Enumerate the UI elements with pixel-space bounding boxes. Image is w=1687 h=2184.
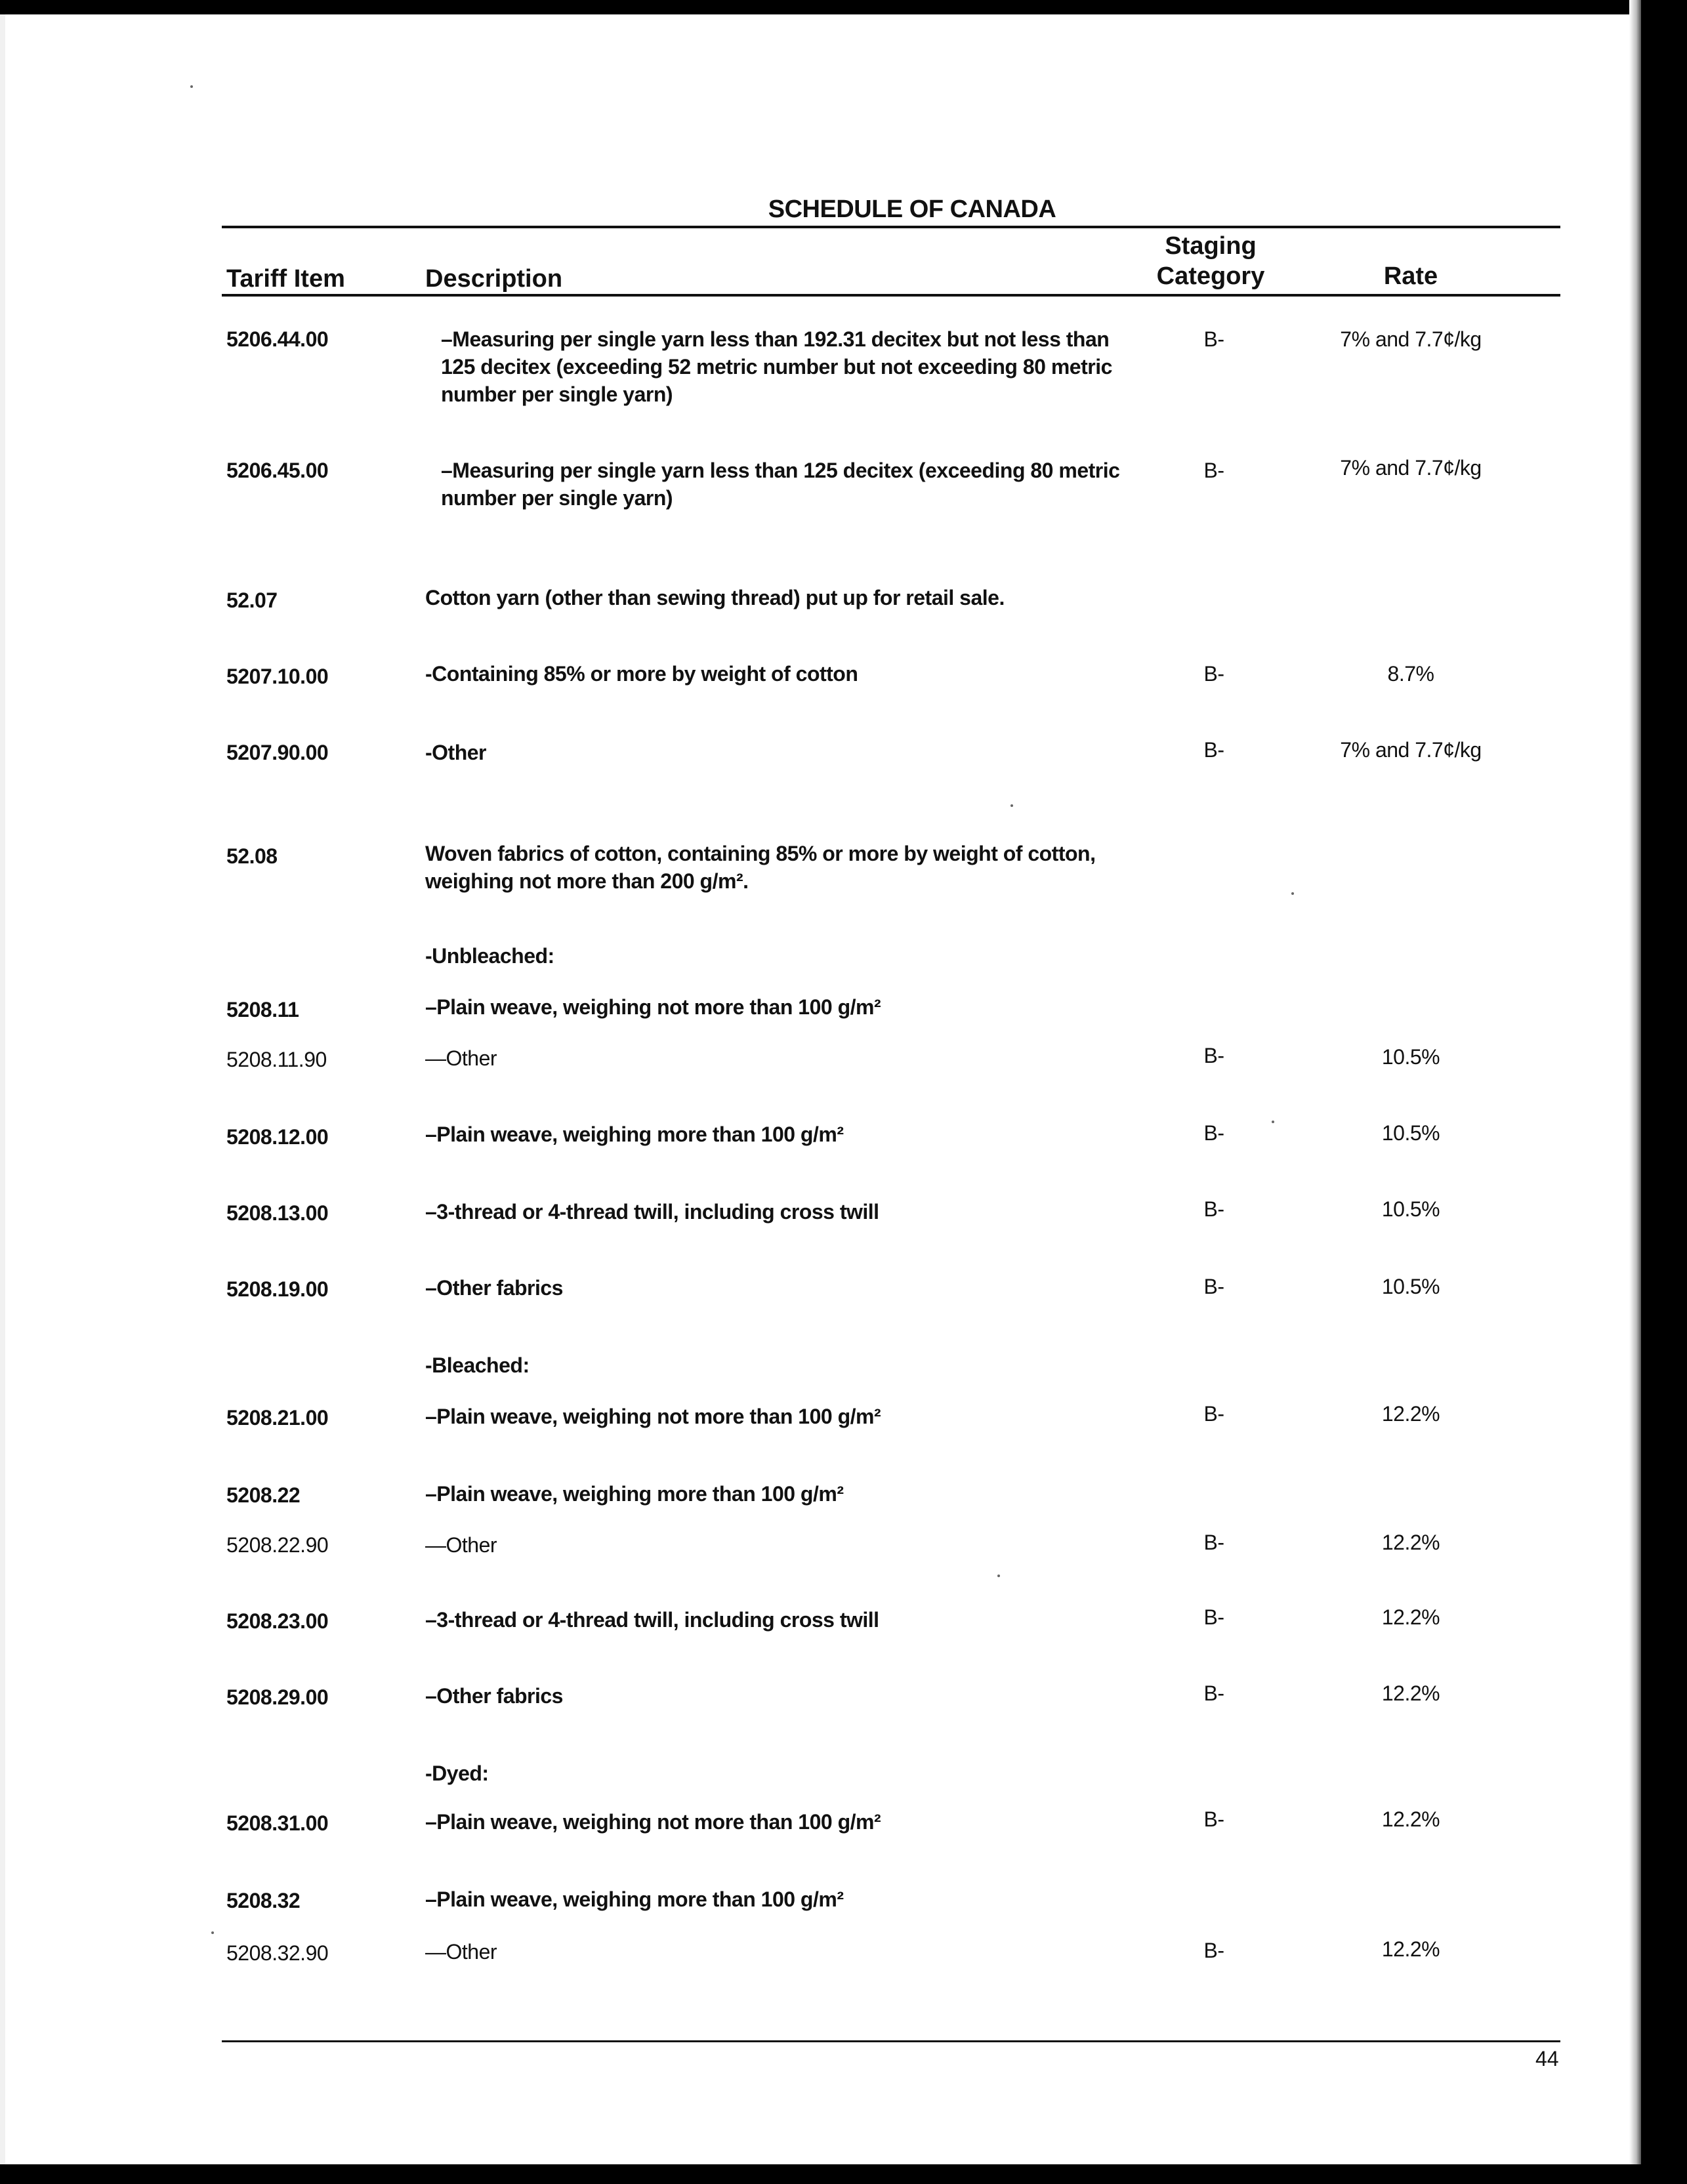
row-rate: 10.5%	[1381, 1121, 1440, 1145]
row-rate: 7% and 7.7¢/kg	[1340, 327, 1482, 351]
header-rule	[222, 294, 1560, 297]
row-rate: 8.7%	[1387, 662, 1434, 686]
section-heading: -Unbleached:	[425, 944, 554, 968]
row-description: —Other	[425, 1940, 497, 1964]
row-staging: B-	[1203, 1275, 1224, 1298]
header-staging-line1: Staging	[1165, 232, 1257, 260]
row-rate: 12.2%	[1381, 1402, 1440, 1426]
row-staging: B-	[1203, 1402, 1224, 1426]
row-description: –Other fabrics	[425, 1684, 563, 1708]
row-rate: 10.5%	[1381, 1197, 1440, 1221]
row-tariff: 5206.45.00	[226, 459, 329, 482]
row-tariff: 5208.23.00	[226, 1609, 329, 1633]
row-staging: B-	[1203, 1681, 1224, 1705]
page-number: 44	[1535, 2047, 1559, 2071]
row-description: –Plain weave, weighing not more than 100 g/m²	[425, 995, 881, 1019]
title-rule	[222, 226, 1560, 228]
row-tariff: 5208.19.00	[226, 1277, 329, 1301]
row-description: –Plain weave, weighing more than 100 g/m²	[425, 1482, 844, 1506]
row-tariff: 5208.29.00	[226, 1685, 329, 1709]
scan-speck	[1291, 892, 1294, 895]
row-description: —Other	[425, 1046, 497, 1070]
row-rate: 12.2%	[1381, 1605, 1440, 1629]
row-tariff: 52.07	[226, 588, 278, 612]
row-description: –3-thread or 4-thread twill, including cross twill	[425, 1200, 879, 1224]
row-tariff: 5208.22.90	[226, 1533, 329, 1557]
row-description: –Plain weave, weighing more than 100 g/m²	[425, 1123, 844, 1146]
row-staging: B-	[1203, 327, 1224, 351]
row-rate: 7% and 7.7¢/kg	[1340, 738, 1482, 762]
header-tariff-item: Tariff Item	[226, 265, 345, 293]
row-tariff: 5208.12.00	[226, 1125, 329, 1149]
row-tariff: 5208.11.90	[226, 1048, 327, 1071]
row-rate: 12.2%	[1381, 1681, 1440, 1705]
row-tariff: 5208.22	[226, 1483, 301, 1507]
row-description: –Plain weave, weighing not more than 100 g/m²	[425, 1405, 881, 1428]
row-description: –3-thread or 4-thread twill, including cross twill	[425, 1608, 879, 1632]
header-rate: Rate	[1383, 262, 1438, 290]
scan-bottom-border	[0, 2164, 1687, 2184]
row-tariff: 5208.32	[226, 1889, 301, 1912]
row-tariff: 5208.21.00	[226, 1406, 329, 1430]
row-description: Woven fabrics of cotton, containing 85% or more by weight of cotton, weighing not more than 200 g/m².	[425, 842, 1096, 893]
row-staging: B-	[1203, 459, 1224, 482]
row-description: –Plain weave, weighing more than 100 g/m²	[425, 1887, 844, 1911]
row-description: -Containing 85% or more by weight of cotton	[425, 662, 858, 686]
row-tariff: 5208.31.00	[226, 1811, 329, 1835]
row-staging: B-	[1203, 1197, 1224, 1221]
footer-rule	[222, 2040, 1560, 2042]
section-heading: -Dyed:	[425, 1762, 489, 1785]
header-staging-line2: Category	[1156, 262, 1265, 290]
row-tariff: 5207.10.00	[226, 665, 329, 688]
row-rate: 12.2%	[1381, 1531, 1440, 1554]
header-staging-category	[1142, 231, 1280, 291]
row-description: –Measuring per single yarn less than 192.31 decitex but not less than 125 decitex (exceeding 52 metric number but not exceeding 80 metric number per single yarn)	[441, 327, 1112, 406]
row-tariff: 5208.32.90	[226, 1941, 329, 1965]
header-description: Description	[425, 265, 563, 293]
row-description: –Measuring per single yarn less than 125 decitex (exceeding 80 metric number per single yarn)	[441, 459, 1120, 510]
row-staging: B-	[1203, 1531, 1224, 1554]
scan-right-border	[1641, 0, 1687, 2184]
scan-right-shadow	[1629, 0, 1641, 2184]
scan-top-border	[0, 0, 1687, 14]
row-tariff: 5208.11	[226, 998, 299, 1021]
scan-speck	[211, 1931, 214, 1934]
row-description: -Other	[425, 741, 486, 764]
row-staging: B-	[1203, 1121, 1224, 1145]
row-description: —Other	[425, 1533, 497, 1557]
row-staging: B-	[1203, 738, 1224, 762]
row-staging: B-	[1203, 1939, 1224, 1962]
row-description: –Other fabrics	[425, 1276, 563, 1300]
scan-speck	[997, 1575, 1000, 1577]
section-heading: -Bleached:	[425, 1353, 530, 1377]
row-tariff: 52.08	[226, 844, 278, 868]
row-tariff: 5207.90.00	[226, 741, 329, 764]
row-tariff: 5208.13.00	[226, 1201, 329, 1225]
row-description: –Plain weave, weighing not more than 100 g/m²	[425, 1810, 881, 1834]
row-rate: 7% and 7.7¢/kg	[1340, 456, 1482, 480]
row-rate: 10.5%	[1381, 1275, 1440, 1298]
scan-speck	[1010, 804, 1013, 807]
row-staging: B-	[1203, 1044, 1224, 1067]
row-rate: 12.2%	[1381, 1807, 1440, 1831]
scan-speck	[1272, 1121, 1274, 1123]
row-rate: 10.5%	[1381, 1045, 1440, 1069]
row-staging: B-	[1203, 1807, 1224, 1831]
row-description: Cotton yarn (other than sewing thread) put up for retail sale.	[425, 586, 1005, 609]
scan-speck	[190, 85, 193, 88]
row-tariff: 5206.44.00	[226, 327, 329, 351]
row-staging: B-	[1203, 662, 1224, 686]
page-title: SCHEDULE OF CANADA	[768, 196, 1056, 223]
scan-left-edge	[0, 0, 5, 2184]
row-rate: 12.2%	[1381, 1937, 1440, 1961]
row-staging: B-	[1203, 1605, 1224, 1629]
